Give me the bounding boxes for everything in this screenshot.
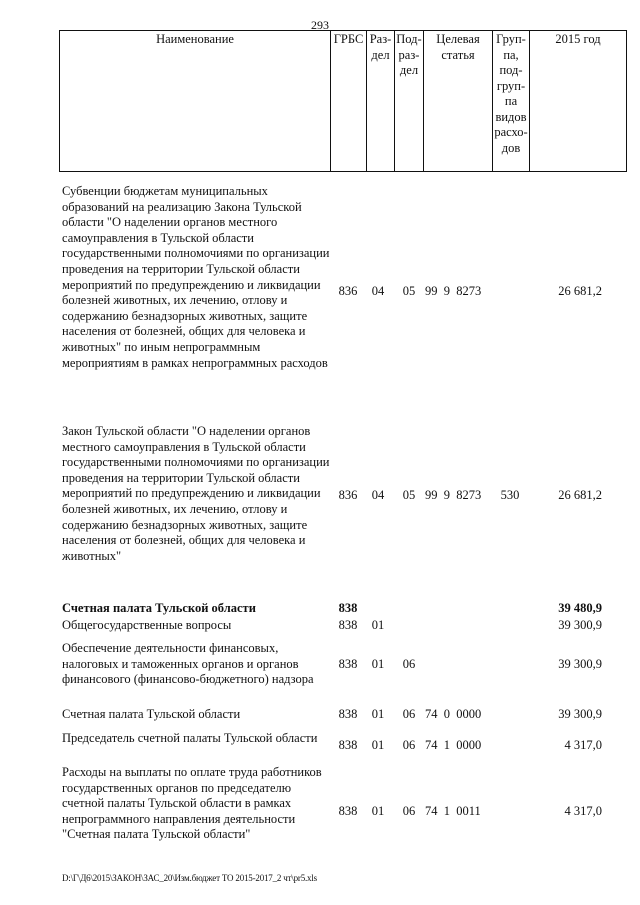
header-podrazdel: Под- раз- дел <box>394 31 423 171</box>
header-razdel: Раз- дел <box>366 31 394 171</box>
row-sum: 26 681,2 <box>558 284 602 298</box>
header-gruppa: Груп- па, под- груп- па видов расхо- дов <box>492 31 529 171</box>
row-podrazdel: 06 <box>402 804 416 818</box>
row-grbs: 838 <box>338 707 358 721</box>
row-sum: 4 317,0 <box>564 804 602 818</box>
row-sum: 39 300,9 <box>558 618 602 632</box>
row-razdel: 01 <box>371 738 385 752</box>
header-celevaya: Целевая статья <box>423 31 492 171</box>
row-podrazdel: 06 <box>402 738 416 752</box>
row-sum: 39 300,9 <box>558 707 602 721</box>
row-name: Закон Тульской области "О наделении органов местного самоуправления в Тульской области государственными полномочиями по организации проведения на территории Тульской области мероприятий по предупреждению и ликвидации болезней животных, их лечению, отлову и содержанию безнадзорных животных, защите населения от болезней, общих для человека и животных" <box>62 424 330 563</box>
row-razdel: 01 <box>371 618 385 632</box>
table-header <box>59 30 627 172</box>
row-grbs: 836 <box>338 488 358 502</box>
row-grbs: 838 <box>338 601 358 615</box>
row-podrazdel: 06 <box>402 657 416 671</box>
row-grbs: 838 <box>338 618 358 632</box>
file-path-footer: D:\Г\Д6\2015\ЗАКОН\ЗАС_20\Изм.бюджет ТО 2015-2017_2 чт\pr5.xls <box>62 873 317 883</box>
header-year: 2015 год <box>529 31 626 171</box>
row-podrazdel: 05 <box>402 488 416 502</box>
row-name: Общегосударственные вопросы <box>62 618 232 632</box>
row-podrazdel: 06 <box>402 707 416 721</box>
row-name: Расходы на выплаты по оплате труда работников государственных органов по председателю счетной палаты Тульской области в рамках непрограммного направления деятельности "Счетная палата Тульской области" <box>62 765 322 842</box>
row-csr: 74 0 0000 <box>425 707 482 721</box>
row-name: Председатель счетной палаты Тульской области <box>62 731 318 745</box>
row-sum: 4 317,0 <box>564 738 602 752</box>
row-csr: 74 1 0000 <box>425 738 482 752</box>
row-sum: 26 681,2 <box>558 488 602 502</box>
page-number: 293 <box>311 18 329 32</box>
row-grbs: 838 <box>338 657 358 671</box>
row-razdel: 04 <box>371 284 385 298</box>
row-grbs: 838 <box>338 804 358 818</box>
row-grbs: 838 <box>338 738 358 752</box>
row-csr: 99 9 8273 <box>425 284 482 298</box>
row-vid: 530 <box>500 488 520 502</box>
row-sum: 39 480,9 <box>558 601 602 615</box>
header-grbs: ГРБС <box>330 31 366 171</box>
row-razdel: 01 <box>371 657 385 671</box>
row-csr: 99 9 8273 <box>425 488 482 502</box>
row-csr: 74 1 0011 <box>425 804 481 818</box>
row-name: Субвенции бюджетам муниципальных образований на реализацию Закона Тульской области "О наделении органов местного самоуправления в Тульской области государственными полномочиями по организации проведения на территории Тульской области мероприятий по предупреждению и ликвидации болезней животных, их лечению, отлову и содержанию безнадзорных животных, защите населения от болезней, общих для человека и животных" по иным непрограммным мероприятиям в рамках непрограммных расходов <box>62 184 330 370</box>
row-razdel: 01 <box>371 707 385 721</box>
row-name: Обеспечение деятельности финансовых, налоговых и таможенных органов и органов финансового (финансово-бюджетного) надзора <box>62 641 314 687</box>
row-grbs: 836 <box>338 284 358 298</box>
header-name: Наименование <box>156 32 234 46</box>
row-razdel: 04 <box>371 488 385 502</box>
row-name: Счетная палата Тульской области <box>62 707 241 721</box>
row-sum: 39 300,9 <box>558 657 602 671</box>
row-name: Счетная палата Тульской области <box>62 601 256 615</box>
row-podrazdel: 05 <box>402 284 416 298</box>
row-razdel: 01 <box>371 804 385 818</box>
